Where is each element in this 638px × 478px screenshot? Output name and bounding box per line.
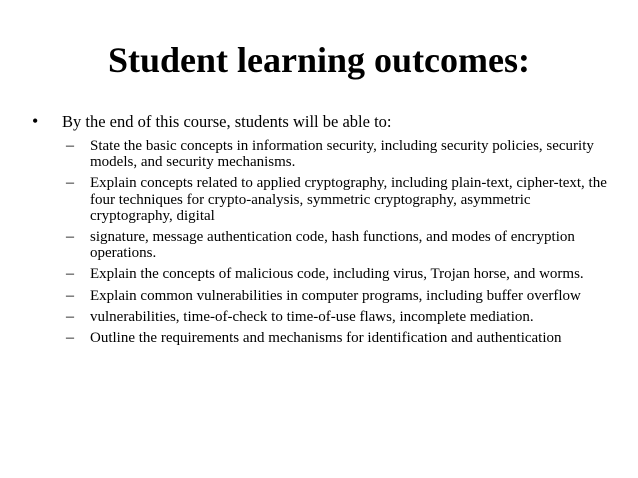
outcome-item: [32, 175, 612, 224]
outcome-text: Explain common vulnerabilities in computer programs, including buffer overflow: [90, 287, 581, 304]
outcomes-list: [32, 138, 612, 346]
main-bullet: [32, 112, 612, 131]
dash-icon: –: [66, 286, 74, 304]
outcome-item: [32, 309, 612, 325]
dash-icon: –: [66, 137, 74, 154]
dash-icon: –: [66, 265, 74, 283]
outcome-item: [32, 330, 612, 346]
outcome-text: vulnerabilities, time-of-check to time-of-use flaws, incomplete mediation.: [90, 308, 534, 325]
dash-icon: –: [66, 329, 74, 347]
dash-icon: –: [66, 307, 74, 325]
dash-icon: –: [66, 228, 74, 246]
outcome-item: [32, 229, 612, 261]
outcome-item: [32, 138, 612, 170]
outcome-item: [32, 266, 612, 282]
outcome-text: signature, message authentication code, hash functions, and modes of encryption operations.: [90, 229, 575, 262]
main-bullet-text: By the end of this course, students will be able to:: [62, 112, 392, 131]
outcome-text: Explain concepts related to applied cryptography, including plain-text, cipher-text, the four techniques for crypto-analysis, symmetric cryptography, asymmetric cryptography, digital: [90, 175, 607, 224]
outcome-text: Explain the concepts of malicious code, including virus, Trojan horse, and worms.: [90, 266, 584, 283]
outcome-text: State the basic concepts in information security, including security policies, security models, and security mechanisms.: [90, 138, 594, 171]
slide-title: Student learning outcomes:: [108, 40, 530, 80]
dash-icon: –: [66, 174, 74, 192]
slide-content: [32, 112, 612, 351]
bullet-icon: •: [32, 111, 39, 131]
outcome-text: Outline the requirements and mechanisms for identification and authentication: [90, 330, 562, 347]
outcome-item: [32, 288, 612, 304]
